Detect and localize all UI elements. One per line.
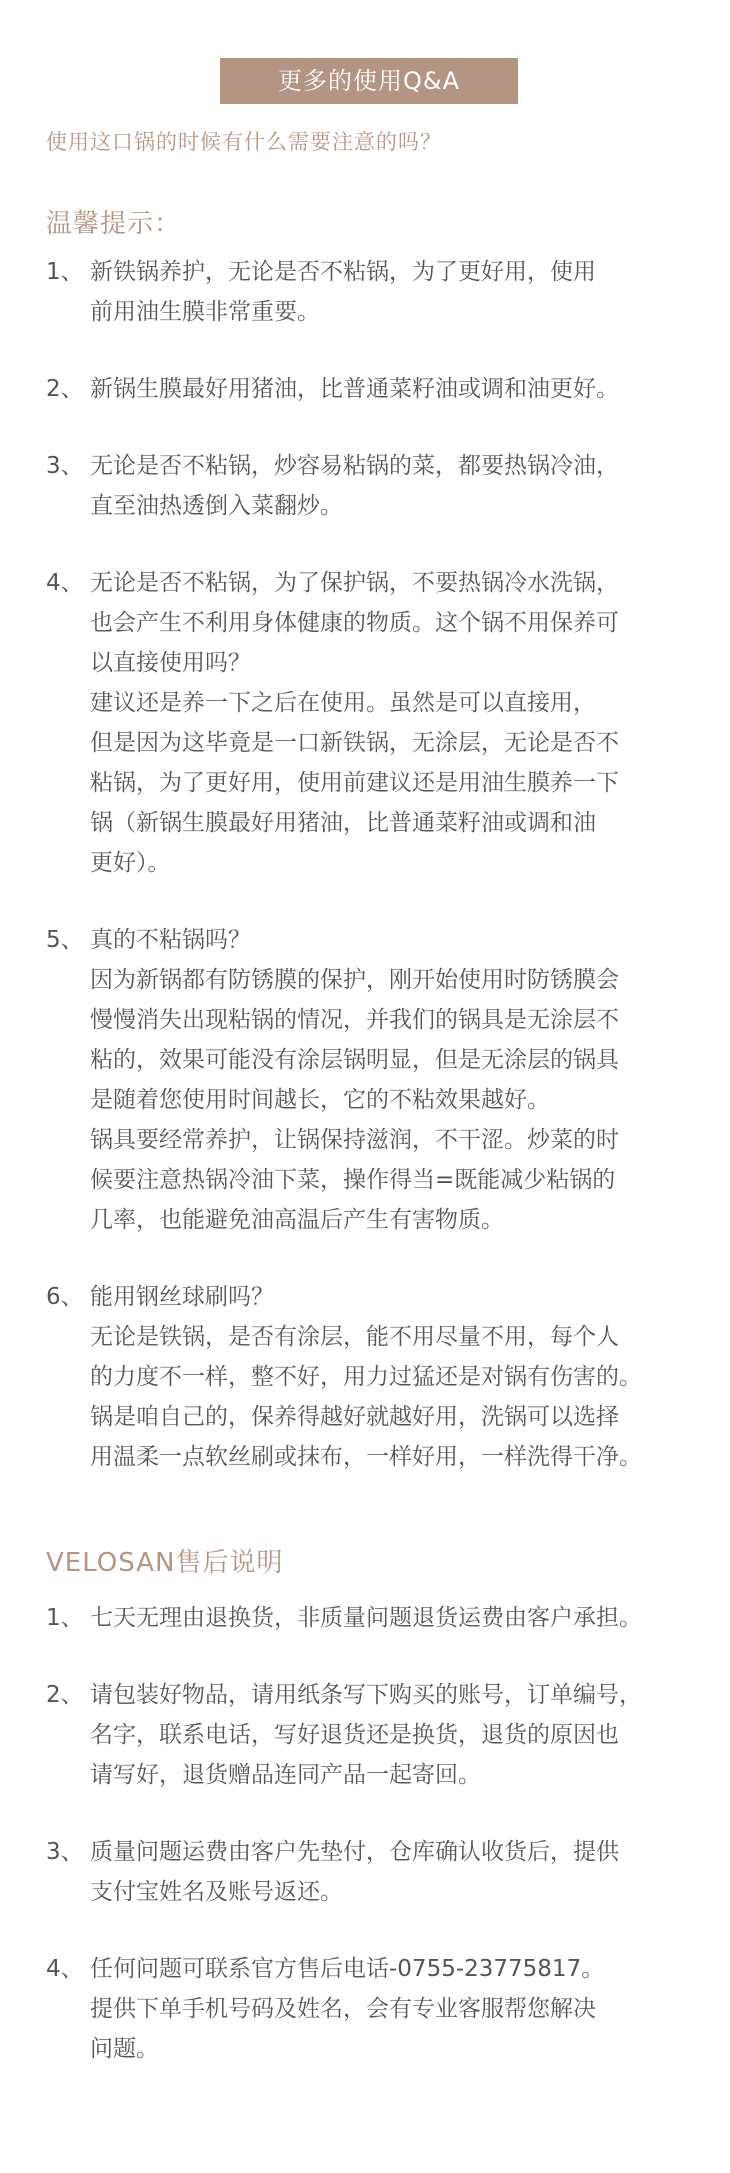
after-sales-item-text: 问题。 <box>90 2036 159 2062</box>
after-sales-item-text: 请写好，退货赠品连同产品一起寄回。 <box>90 1762 481 1788</box>
tips-item-text: 候要注意热锅冷油下菜，操作得当=既能减少粘锅的 <box>90 1167 616 1193</box>
after-sales-item-number: 3、 <box>46 1839 84 1865</box>
tips-item-text: 慢慢消失出现粘锅的情况，并我们的锅具是无涂层不 <box>90 1007 619 1033</box>
after-sales-item-number: 1、 <box>46 1605 84 1631</box>
tips-title: 温馨提示： <box>46 209 182 239</box>
after-sales-list <box>46 1598 714 2069</box>
after-sales-item-number: 2、 <box>46 1682 84 1708</box>
tips-item-number: 6、 <box>46 1284 84 1310</box>
tips-list <box>46 252 714 1477</box>
after-sales-title: VELOSAN售后说明 <box>46 1548 284 1578</box>
tips-item <box>46 1277 714 1477</box>
tips-item-text: 更好）。 <box>90 850 171 876</box>
tips-item <box>46 920 714 1240</box>
after-sales-item-text: 任何问题可联系官方售后电话-0755-23775817。 <box>90 1956 605 1982</box>
after-sales-item <box>46 1675 714 1795</box>
after-sales-item <box>46 1598 714 1638</box>
tips-item <box>46 369 714 409</box>
qa-banner-title: 更多的使用Q&A <box>277 67 461 95</box>
tips-item-text: 几率，也能避免油高温后产生有害物质。 <box>90 1207 504 1233</box>
tips-item-text: 锅是咱自己的，保养得越好就越好用，洗锅可以选择 <box>90 1404 619 1430</box>
tips-item-text: 前用油生膜非常重要。 <box>90 299 320 325</box>
tips-item-text: 真的不粘锅吗？ <box>90 927 251 953</box>
after-sales-item-text: 七天无理由退换货，非质量问题退货运费由客户承担。 <box>90 1605 642 1631</box>
tips-item <box>46 563 714 883</box>
tips-item-text: 因为新锅都有防锈膜的保护，刚开始使用时防锈膜会 <box>90 967 619 993</box>
tips-item-text: 粘的，效果可能没有涂层锅明显，但是无涂层的锅具 <box>90 1047 619 1073</box>
tips-item-number: 3、 <box>46 453 84 479</box>
tips-item-text: 新铁锅养护，无论是否不粘锅，为了更好用，使用 <box>90 259 596 285</box>
tips-item <box>46 252 714 332</box>
qa-banner <box>220 58 518 104</box>
after-sales-item-text: 名字，联系电话，写好退货还是换货，退货的原因也 <box>90 1722 619 1748</box>
usage-question: 使用这口锅的时候有什么需要注意的吗？ <box>46 130 442 154</box>
after-sales-item-text: 支付宝姓名及账号返还。 <box>90 1879 343 1905</box>
tips-item-text: 锅具要经常养护，让锅保持滋润，不干涩。炒菜的时 <box>90 1127 619 1153</box>
tips-item-text: 但是因为这毕竟是一口新铁锅，无涂层，无论是否不 <box>90 730 619 756</box>
tips-item-number: 1、 <box>46 259 84 285</box>
after-sales-item-number: 4、 <box>46 1956 84 1982</box>
tips-item-number: 2、 <box>46 376 84 402</box>
after-sales-item-text: 请包装好物品，请用纸条写下购买的账号，订单编号， <box>90 1682 642 1708</box>
after-sales-item-text: 提供下单手机号码及姓名，会有专业客服帮您解决 <box>90 1996 596 2022</box>
tips-item-text: 无论是铁锅，是否有涂层，能不用尽量不用，每个人 <box>90 1324 619 1350</box>
tips-item-text: 新锅生膜最好用猪油，比普通菜籽油或调和油更好。 <box>90 376 619 402</box>
tips-item-text: 用温柔一点软丝刷或抹布，一样好用，一样洗得干净。 <box>90 1444 642 1470</box>
tips-item-text: 无论是否不粘锅，为了保护锅，不要热锅冷水洗锅， <box>90 570 619 596</box>
tips-item-text: 也会产生不利用身体健康的物质。这个锅不用保养可 <box>90 610 619 636</box>
tips-item-text: 的力度不一样，整不好，用力过猛还是对锅有伤害的。 <box>90 1364 642 1390</box>
tips-item-text: 以直接使用吗？ <box>90 650 251 676</box>
tips-item-number: 5、 <box>46 927 84 953</box>
after-sales-item <box>46 1832 714 1912</box>
tips-item-text: 无论是否不粘锅，炒容易粘锅的菜，都要热锅冷油， <box>90 453 619 479</box>
tips-item-text: 能用钢丝球刷吗？ <box>90 1284 274 1310</box>
tips-item <box>46 446 714 526</box>
tips-item-text: 建议还是养一下之后在使用。虽然是可以直接用， <box>90 690 596 716</box>
after-sales-item <box>46 1949 714 2069</box>
tips-item-text: 直至油热透倒入菜翻炒。 <box>90 493 343 519</box>
after-sales-item-text: 质量问题运费由客户先垫付，仓库确认收货后，提供 <box>90 1839 619 1865</box>
tips-item-text: 粘锅，为了更好用，使用前建议还是用油生膜养一下 <box>90 770 619 796</box>
tips-item-number: 4、 <box>46 570 84 596</box>
tips-item-text: 是随着您使用时间越长，它的不粘效果越好。 <box>90 1087 550 1113</box>
tips-item-text: 锅（新锅生膜最好用猪油，比普通菜籽油或调和油 <box>90 810 596 836</box>
